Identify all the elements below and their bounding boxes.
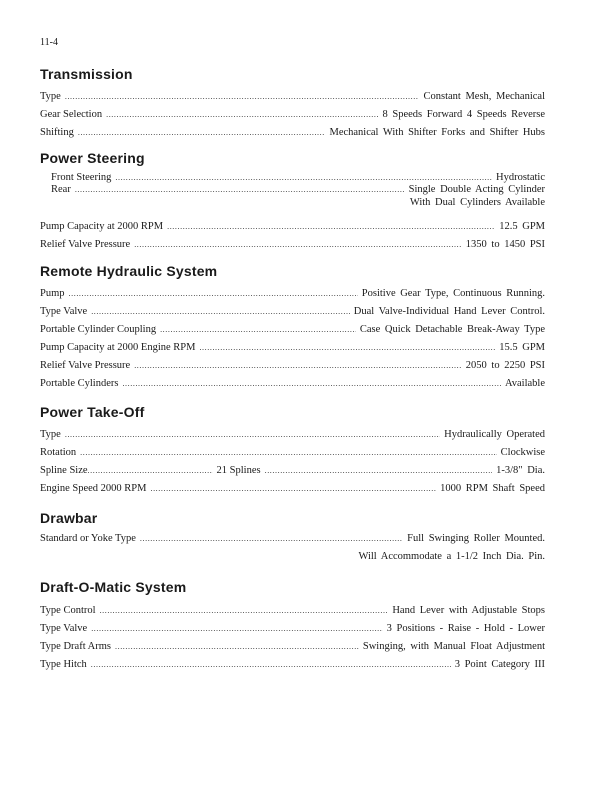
spec-row [40, 339, 545, 357]
spec-value: Hydraulically Operated [444, 429, 545, 440]
dot-leader [100, 602, 389, 620]
spec-label: Shifting [40, 127, 74, 138]
spec-label: Type Valve [40, 306, 88, 317]
dot-leader [199, 339, 495, 357]
dot-leader [150, 480, 436, 498]
section-heading: Power Take-Off [40, 404, 145, 420]
spec-value: Mechanical With Shifter Forks and Shifter Hubs [329, 127, 545, 138]
section-remote-hydraulic [40, 263, 545, 393]
spec-row [40, 184, 545, 196]
spec-row [40, 602, 545, 620]
dot-leader [134, 236, 462, 254]
dot-leader [91, 656, 451, 674]
spec-value: Positive Gear Type, Continuous Running. [361, 288, 545, 299]
section-heading: Power Steering [40, 150, 145, 166]
spec-row [40, 303, 545, 321]
dot-leader [91, 620, 382, 638]
spec-label: Engine Speed 2000 RPM [40, 483, 147, 494]
spec-label: Type [40, 91, 61, 102]
spec-value: 1-3/8" Dia. [496, 465, 545, 476]
spec-label: Portable Cylinders [40, 378, 119, 389]
section-power-steering [40, 150, 545, 254]
spec-row [40, 106, 545, 124]
dot-leader [91, 303, 350, 321]
spec-value: 3 Point Category III [454, 659, 545, 670]
spec-row [40, 462, 545, 480]
spec-row [40, 172, 545, 184]
spec-label: Pump Capacity at 2000 Engine RPM [40, 342, 196, 353]
section-draft-o-matic [40, 579, 545, 674]
spec-label: Type [40, 429, 61, 440]
dot-leader [134, 357, 462, 375]
spec-label: Relief Valve Pressure [40, 360, 131, 371]
spec-value: 8 Speeds Forward 4 Speeds Reverse [382, 109, 545, 120]
spec-label: Type Hitch [40, 659, 87, 670]
spec-value: Available [504, 378, 545, 389]
spec-row [40, 426, 545, 444]
spec-row [40, 285, 545, 303]
dot-leader [80, 444, 497, 462]
spec-row [40, 357, 545, 375]
section-heading: Transmission [40, 66, 133, 82]
spec-value: Constant Mesh, Mechanical [423, 91, 545, 102]
spec-label: Relief Valve Pressure [40, 239, 131, 250]
spec-label: Pump [40, 288, 65, 299]
dot-leader [106, 106, 378, 124]
spec-value: Hydrostatic [496, 172, 545, 183]
spec-label: Pump Capacity at 2000 RPM [40, 221, 164, 232]
spec-label: Gear Selection [40, 109, 103, 120]
dot-leader [167, 218, 495, 236]
spec-label: Portable Cylinder Coupling [40, 324, 157, 335]
spec-value: 1350 to 1450 PSI [465, 239, 545, 250]
section-power-take-off [40, 404, 545, 498]
spec-row [40, 375, 545, 393]
section-transmission [40, 66, 545, 142]
spec-value: 12.5 GPM [499, 221, 545, 232]
spec-label: Type Control [40, 605, 96, 616]
spec-row [40, 638, 545, 656]
spec-row [40, 88, 545, 106]
spec-value: 15.5 GPM [499, 342, 545, 353]
dot-leader [115, 172, 492, 184]
spec-label: Spline Size [40, 465, 88, 476]
section-heading: Draft-O-Matic System [40, 579, 187, 595]
spec-label: Type Draft Arms [40, 641, 111, 652]
spec-label: Front Steering [51, 172, 112, 183]
dot-leader [115, 638, 359, 656]
spec-label: Type Valve [40, 623, 88, 634]
spec-value: Single Double Acting Cylinder [408, 184, 545, 195]
spec-value: Swinging, with Manual Float Adjustment [362, 641, 545, 652]
spec-label: Rear [51, 184, 71, 195]
spec-row [40, 124, 545, 142]
spec-value: 2050 to 2250 PSI [465, 360, 545, 371]
dot-leader [75, 184, 405, 196]
spec-row [40, 218, 545, 236]
spec-value: Full Swinging Roller Mounted. [407, 533, 545, 544]
dot-leader [65, 88, 420, 106]
spec-label: Standard or Yoke Type [40, 533, 136, 544]
section-heading: Remote Hydraulic System [40, 263, 218, 279]
spec-label: Rotation [40, 447, 77, 458]
spec-row [40, 444, 545, 462]
spec-value-continuation: With Dual Cylinders Available [409, 197, 545, 208]
spec-value: Hand Lever with Adjustable Stops [392, 605, 545, 616]
spec-value: 3 Positions - Raise - Hold - Lower [386, 623, 545, 634]
section-drawbar [40, 510, 545, 566]
spec-row [40, 620, 545, 638]
spec-row [40, 530, 545, 548]
spec-row [40, 480, 545, 498]
spec-row [40, 236, 545, 254]
dot-leader [88, 462, 213, 480]
dot-leader [65, 426, 440, 444]
spec-value: 1000 RPM Shaft Speed [440, 483, 545, 494]
dot-leader [140, 530, 403, 548]
spec-value-continuation: Will Accommodate a 1-1/2 Inch Dia. Pin. [358, 551, 545, 562]
page-number: 11-4 [40, 37, 58, 48]
spec-value: Dual Valve-Individual Hand Lever Control. [353, 306, 545, 317]
spec-row [40, 656, 545, 674]
spec-value: Case Quick Detachable Break-Away Type [359, 324, 545, 335]
dot-leader [78, 124, 326, 142]
spec-value: Clockwise [500, 447, 545, 458]
spec-row [40, 321, 545, 339]
spec-middle-value: 21 Splines [216, 465, 261, 476]
dot-leader [160, 321, 356, 339]
dot-leader [69, 285, 358, 303]
dot-leader [265, 462, 493, 480]
section-heading: Drawbar [40, 510, 98, 526]
dot-leader [122, 375, 501, 393]
